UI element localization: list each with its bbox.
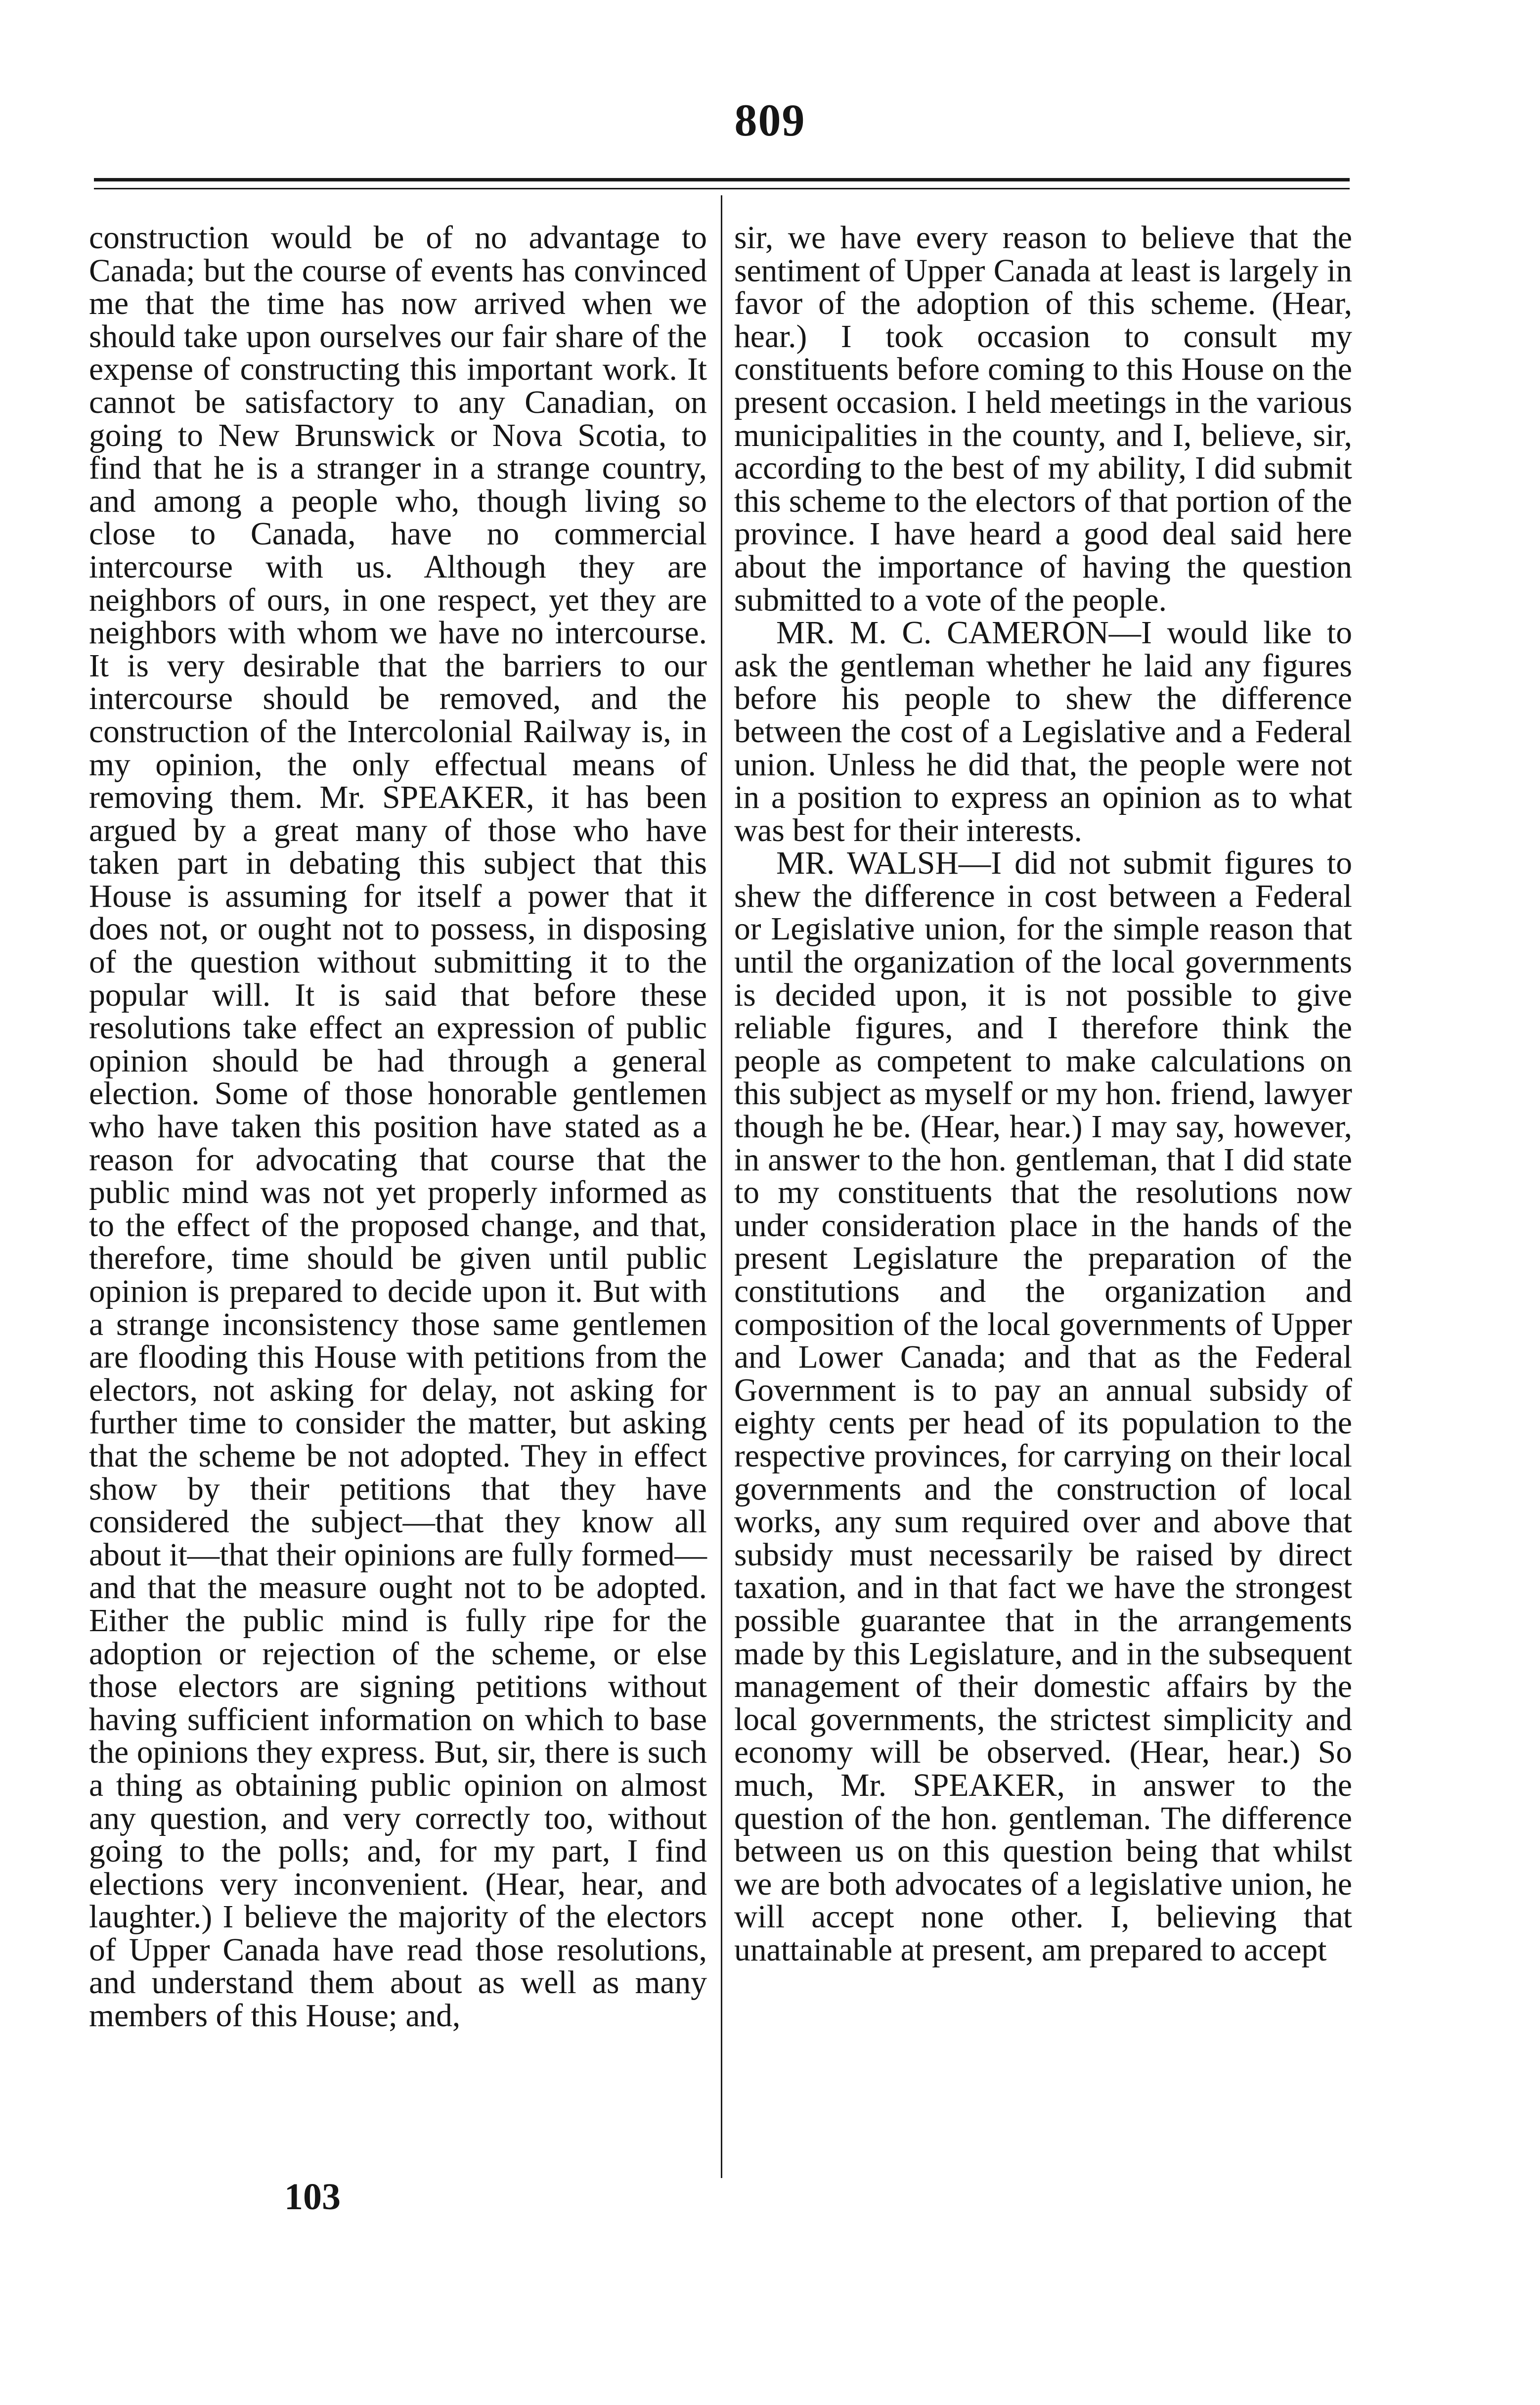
column-divider <box>721 195 722 2178</box>
header-rule-thick <box>94 178 1350 181</box>
left-paragraph-1: construction would be of no advantage to Canada; but the course of events has convinced me that the time has now arrived when we should take upon ourselves our fair share of the expense of constructing this important work. It cannot be satisfactory to any Canadian, on going to New Brunswick or Nova Scotia, to find that he is a stranger in a strange country, and among a people who, though living so close to Canada, have no commercial intercourse with us. Although they are neighbors of ours, in one respect, yet they are neighbors with whom we have no intercourse. It is very desirable that the barriers to our intercourse should be removed, and the construction of the Intercolonial Railway is, in my opinion, the only effectual means of removing them. Mr. SPEAKER, it has been argued by a great many of those who have taken part in debating this subject that this House is assuming for itself a power that it does not, or ought not to possess, in disposing of the question without submitting it to the popular will. It is said that before these resolutions take effect an expression of public opinion should be had through a general election. Some of those honorable gentlemen who have taken this position have stated as a reason for advocating that course that the public mind was not yet properly informed as to the effect of the proposed change, and that, therefore, time should be given until public opinion is prepared to decide upon it. But with a strange inconsistency those same gentlemen are flooding this House with petitions from the electors, not asking for delay, not asking for further time to consider the matter, but asking that the scheme be not adopted. They in effect show by their petitions that they have considered the subject—that they know all about it—that their opinions are fully formed—and that the measure ought not to be adopted. Either the public mind is fully ripe for the adoption or rejection of the scheme, or else those electors are signing petitions without having sufficient information on which to base the opinions they express. But, sir, there is such a thing as obtaining public opinion on almost any question, and very correctly too, without going to the polls; and, for my part, I find elections very inconvenient. (Hear, hear, and laughter.) I believe the majority of the electors of Upper Canada have read those resolutions, and understand them about as well as many members of this House; and, <box>89 220 707 2034</box>
right-paragraph-3: MR. WALSH—I did not submit figures to shew the difference in cost between a Federal or Legislative union, for the simple reason that until the organization of the local governments is decided upon, it is not possible to give reliable figures, and I therefore think the people as competent to make calculations on this subject as myself or my hon. friend, lawyer though he be. (Hear, hear.) I may say, however, in answer to the hon. gentleman, that I did state to my constituents that the resolutions now under consideration place in the hands of the present Legislature the preparation of the constitutions and the organization and composition of the local governments of Upper and Lower Canada; and that as the Federal Government is to pay an annual subsidy of eighty cents per head of its population to the respective provinces, for carrying on their local governments and the construction of local works, any sum required over and above that subsidy must necessarily be raised by direct taxation, and in that fact we have the strongest possible guarantee that in the arrangements made by this Legislature, and in the subsequent management of their domestic affairs by the local governments, the strictest simplicity and economy will be observed. (Hear, hear.) So much, Mr. SPEAKER, in answer to the question of the hon. gentleman. The difference between us on this question being that whilst we are both advocates of a legislative union, he will accept none other. I, believing that unattainable at present, am prepared to accept <box>734 846 1352 1968</box>
signature-mark: 103 <box>284 2176 341 2218</box>
right-paragraph-2: MR. M. C. CAMERON—I would like to ask the gentleman whether he laid any figures before his people to shew the difference between the cost of a Legislative and a Federal union. Unless he did that, the people were not in a position to express an opinion as to what was best for their interests. <box>734 615 1352 848</box>
header-rule-thin <box>94 188 1350 189</box>
right-column <box>734 222 1352 1966</box>
right-paragraph-1: sir, we have every reason to believe that the sentiment of Upper Canada at least is largely in favor of the adoption of this scheme. (Hear, hear.) I took occasion to consult my constituents before coming to this House on the present occasion. I held meetings in the various municipalities in the county, and I, believe, sir, according to the best of my ability, I did submit this scheme to the electors of that portion of the province. I have heard a good deal said here about the importance of having the question submitted to a vote of the people. <box>734 220 1352 618</box>
page-number: 809 <box>734 95 806 145</box>
left-column <box>89 222 707 2033</box>
